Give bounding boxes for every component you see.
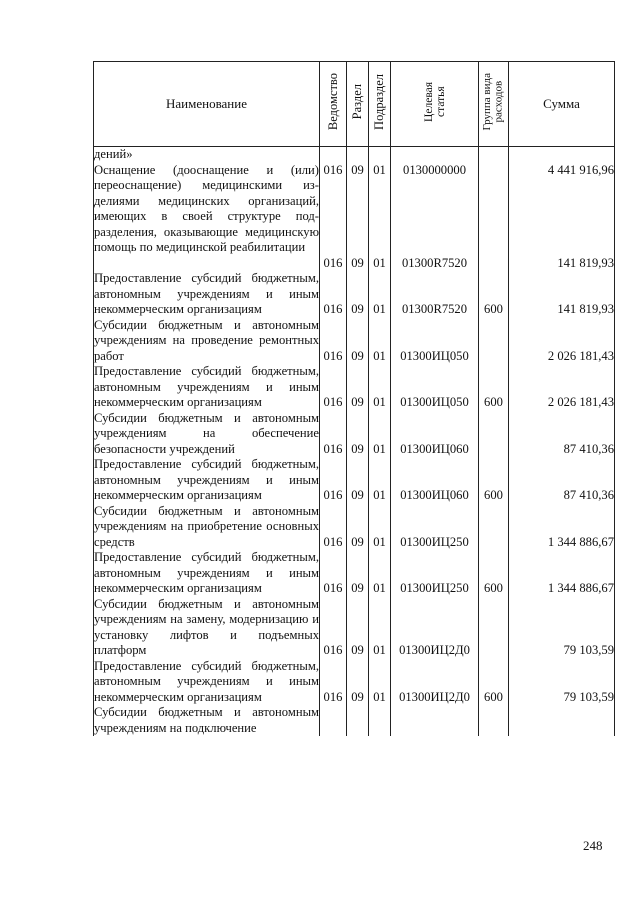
header-subsection: Подраздел	[369, 62, 391, 147]
table-row	[94, 705, 615, 736]
row-department: 016	[320, 550, 347, 597]
row-subsection: 01	[369, 411, 391, 458]
row-subsection	[369, 705, 391, 736]
row-subsection: 01	[369, 318, 391, 365]
header-name: Наименование	[94, 62, 320, 147]
row-sum	[509, 147, 615, 163]
row-expense-group: 600	[479, 271, 509, 318]
row-section: 09	[347, 659, 369, 706]
row-name: Предоставление субсидий бюджетным, автономным учреждениям и иным некоммерческим организациям	[94, 658, 319, 704]
table-row	[94, 318, 615, 365]
row-sum: 141 819,93	[509, 271, 615, 318]
row-subsection: 01	[369, 271, 391, 318]
row-section: 09	[347, 550, 369, 597]
table-row	[94, 597, 615, 659]
table-row	[94, 271, 615, 318]
row-expense-group	[479, 147, 509, 163]
row-department	[320, 705, 347, 736]
table-row	[94, 457, 615, 504]
row-target-article	[391, 147, 479, 163]
table-header-row	[94, 62, 615, 147]
row-department: 016	[320, 411, 347, 458]
row-subsection: 01	[369, 256, 391, 272]
row-subsection: 01	[369, 364, 391, 411]
row-department: 016	[320, 318, 347, 365]
table-row	[94, 256, 615, 272]
row-sum: 1 344 886,67	[509, 504, 615, 551]
row-name: Предоставление субсидий бюджетным, автономным учреждениям и иным некоммерческим организациям	[94, 457, 319, 502]
row-name: Субсидии бюджетным и автономным учреждениям на приобретение основных средств	[94, 503, 319, 549]
table-row	[94, 163, 615, 256]
row-subsection	[369, 147, 391, 163]
row-expense-group	[479, 411, 509, 458]
row-section: 09	[347, 271, 369, 318]
row-target-article	[391, 705, 479, 736]
row-section: 09	[347, 364, 369, 411]
row-expense-group	[479, 705, 509, 736]
row-target-article: 01300R7520	[391, 256, 479, 272]
row-name: Субсидии бюджетным и автономным учреждениям на проведение ремонтных работ	[94, 317, 319, 363]
row-sum: 1 344 886,67	[509, 550, 615, 597]
row-name: Предоставление субсидий бюджетным, автономным учреждениям и иным некоммерческим организациям	[94, 271, 319, 316]
row-name: Субсидии бюджетным и автономным учреждениям на подключение	[94, 705, 319, 735]
row-section: 09	[347, 597, 369, 659]
row-target-article: 01300ИЦ250	[391, 550, 479, 597]
header-expense-group: Группа вида расходов	[479, 62, 509, 147]
row-expense-group: 600	[479, 457, 509, 504]
row-section: 09	[347, 163, 369, 256]
row-target-article: 01300ИЦ060	[391, 457, 479, 504]
table-row	[94, 659, 615, 706]
row-section: 09	[347, 318, 369, 365]
row-department: 016	[320, 163, 347, 256]
row-subsection: 01	[369, 163, 391, 256]
row-sum: 79 103,59	[509, 597, 615, 659]
row-name	[94, 256, 320, 272]
table-row	[94, 364, 615, 411]
row-subsection: 01	[369, 550, 391, 597]
table-row	[94, 147, 615, 163]
row-sum: 4 441 916,96	[509, 163, 615, 256]
row-sum: 87 410,36	[509, 457, 615, 504]
header-sum: Сумма	[509, 62, 615, 147]
row-department: 016	[320, 271, 347, 318]
row-expense-group	[479, 597, 509, 659]
table-row	[94, 504, 615, 551]
row-section	[347, 705, 369, 736]
row-subsection: 01	[369, 659, 391, 706]
row-name: Субсидии бюджетным и автономным учреждениям на замену, модернизацию и установку лифтов и подъемных платформ	[94, 596, 319, 657]
row-subsection: 01	[369, 597, 391, 659]
row-section	[347, 147, 369, 163]
row-department: 016	[320, 256, 347, 272]
row-subsection: 01	[369, 504, 391, 551]
row-name: Оснащение (дооснащение и (или) переоснащение) медицинскими изделиями медицинских организаций, имеющих в своей структуре подразделения, оказывающие медицинскую помощь по медицинской реабилитации	[94, 162, 319, 254]
row-expense-group	[479, 318, 509, 365]
page-number: 248	[583, 838, 603, 853]
header-department: Ведомство	[320, 62, 347, 147]
header-target-article: Целевая статья	[391, 62, 479, 147]
row-sum: 87 410,36	[509, 411, 615, 458]
row-department: 016	[320, 457, 347, 504]
row-expense-group	[479, 256, 509, 272]
table-body	[94, 147, 615, 737]
budget-table	[93, 61, 615, 736]
row-department: 016	[320, 659, 347, 706]
row-target-article: 01300ИЦ050	[391, 364, 479, 411]
row-expense-group: 600	[479, 550, 509, 597]
row-name: Предоставление субсидий бюджетным, автономным учреждениям и иным некоммерческим организациям	[94, 550, 319, 595]
row-sum: 79 103,59	[509, 659, 615, 706]
row-target-article: 0130000000	[391, 163, 479, 256]
row-section: 09	[347, 411, 369, 458]
row-department: 016	[320, 597, 347, 659]
row-expense-group: 600	[479, 659, 509, 706]
row-section: 09	[347, 504, 369, 551]
row-section: 09	[347, 457, 369, 504]
row-department: 016	[320, 504, 347, 551]
row-target-article: 01300R7520	[391, 271, 479, 318]
table-row	[94, 411, 615, 458]
row-expense-group	[479, 163, 509, 256]
row-name: Субсидии бюджетным и автономным учреждениям на обеспечение безопасности учреждений	[94, 410, 319, 456]
row-target-article: 01300ИЦ2Д0	[391, 597, 479, 659]
table-row	[94, 550, 615, 597]
row-subsection: 01	[369, 457, 391, 504]
row-department: 016	[320, 364, 347, 411]
row-expense-group: 600	[479, 364, 509, 411]
row-target-article: 01300ИЦ2Д0	[391, 659, 479, 706]
row-section: 09	[347, 256, 369, 272]
row-target-article: 01300ИЦ250	[391, 504, 479, 551]
header-section: Раздел	[347, 62, 369, 147]
row-name: Предоставление субсидий бюджетным, автономным учреждениям и иным некоммерческим организациям	[94, 364, 319, 409]
row-sum: 141 819,93	[509, 256, 615, 272]
row-sum: 2 026 181,43	[509, 364, 615, 411]
row-sum: 2 026 181,43	[509, 318, 615, 365]
row-expense-group	[479, 504, 509, 551]
row-target-article: 01300ИЦ050	[391, 318, 479, 365]
row-name: дений»	[94, 147, 320, 163]
row-department	[320, 147, 347, 163]
row-sum	[509, 705, 615, 736]
row-target-article: 01300ИЦ060	[391, 411, 479, 458]
